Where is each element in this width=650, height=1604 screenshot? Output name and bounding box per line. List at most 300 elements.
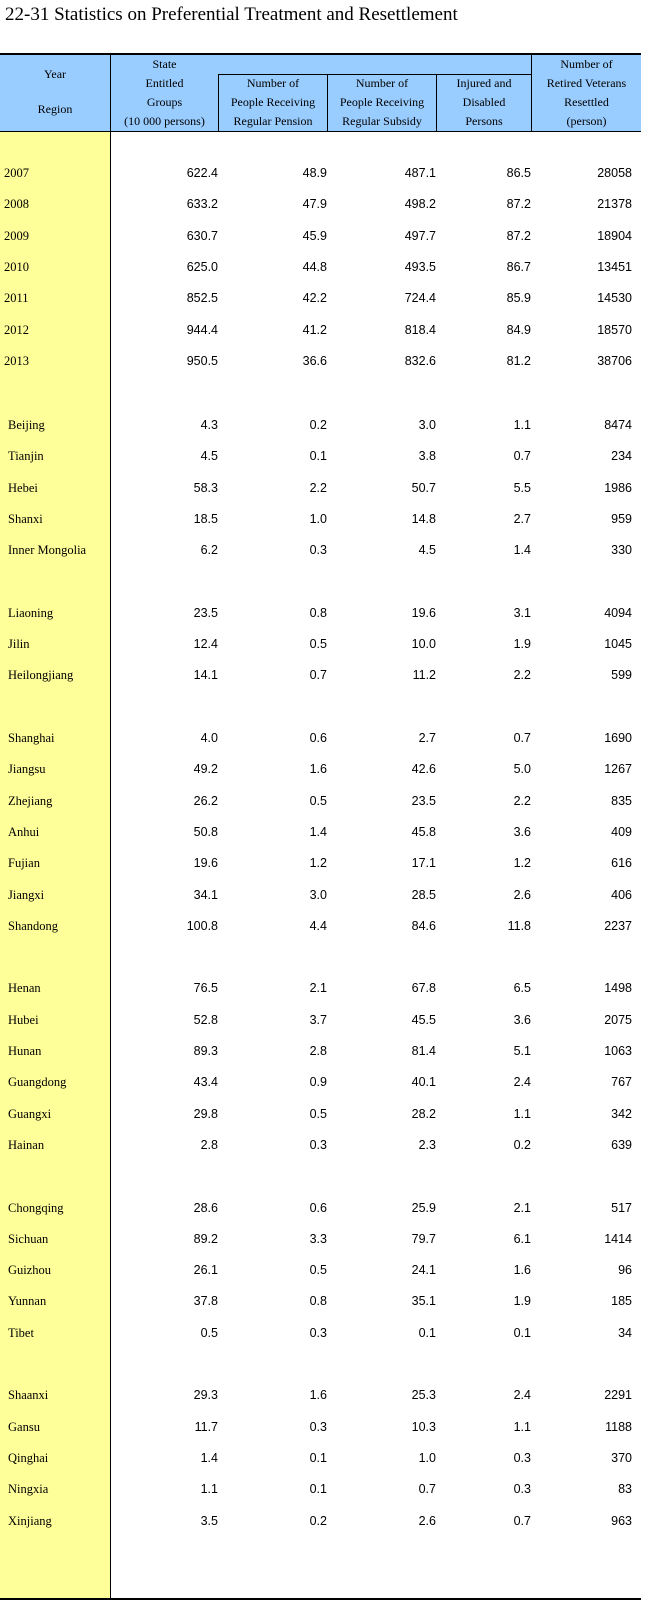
- cell-veterans: 959: [611, 511, 632, 526]
- cell-state-entitled: 11.7: [194, 1419, 218, 1434]
- cell-state-entitled: 37.8: [193, 1294, 218, 1309]
- cell-veterans: 835: [611, 793, 632, 808]
- header-subsidy-line2: People Receiving: [339, 95, 425, 109]
- cell-pension: 0.6: [309, 731, 327, 745]
- cell-veterans: 14530: [597, 291, 632, 306]
- cell-injured: 6.5: [513, 981, 531, 996]
- cell-veterans: 1690: [604, 731, 632, 745]
- cell-subsidy: 497.7: [404, 228, 436, 243]
- region-label: Zhejiang: [8, 793, 53, 808]
- region-row: [0, 981, 641, 1001]
- cell-subsidy: 84.6: [411, 918, 436, 933]
- year-label: 2010: [4, 259, 29, 274]
- cell-injured: 0.2: [513, 1137, 531, 1152]
- header-pension-line3: Regular Pension: [233, 114, 313, 128]
- region-row: [0, 794, 641, 814]
- cell-injured: 0.7: [513, 1513, 531, 1528]
- cell-pension: 47.9: [302, 197, 327, 212]
- cell-pension: 0.3: [309, 1325, 327, 1340]
- cell-injured: 6.1: [513, 1231, 531, 1246]
- cell-state-entitled: 58.3: [193, 480, 218, 495]
- cell-state-entitled: 49.2: [193, 762, 218, 777]
- region-row: [0, 731, 641, 751]
- cell-veterans: 34: [618, 1325, 632, 1340]
- cell-state-entitled: 0.5: [200, 1325, 218, 1340]
- cell-injured: 0.3: [513, 1450, 531, 1465]
- header-state-entitled: [111, 55, 218, 131]
- cell-injured: 2.2: [513, 668, 531, 683]
- cell-subsidy: 832.6: [404, 353, 436, 368]
- cell-state-entitled: 89.3: [193, 1044, 218, 1058]
- region-row: [0, 1451, 641, 1471]
- region-row: [0, 919, 641, 939]
- region-row: [0, 1013, 641, 1033]
- cell-pension: 3.0: [309, 887, 327, 902]
- cell-veterans: 1267: [604, 762, 632, 777]
- cell-pension: 3.7: [309, 1012, 327, 1027]
- year-row: [0, 260, 641, 280]
- header-divider: [531, 55, 532, 131]
- cell-subsidy: 24.1: [411, 1263, 436, 1278]
- region-label: Shaanxi: [8, 1388, 49, 1403]
- cell-pension: 0.8: [309, 605, 327, 620]
- cell-injured: 1.9: [513, 1294, 531, 1309]
- region-row: [0, 1138, 641, 1158]
- cell-state-entitled: 2.8: [200, 1137, 218, 1152]
- cell-state-entitled: 28.6: [193, 1200, 218, 1215]
- cell-subsidy: 10.3: [411, 1419, 436, 1434]
- cell-state-entitled: 3.5: [200, 1513, 218, 1528]
- region-label: Xinjiang: [8, 1513, 52, 1528]
- cell-pension: 0.3: [309, 543, 327, 558]
- region-label: Guizhou: [8, 1263, 52, 1278]
- year-label: 2007: [4, 166, 29, 180]
- region-label: Sichuan: [8, 1231, 49, 1246]
- cell-veterans: 185: [611, 1294, 632, 1309]
- cell-subsidy: 17.1: [411, 856, 436, 871]
- cell-injured: 2.7: [513, 511, 531, 526]
- cell-pension: 0.2: [309, 1513, 327, 1528]
- region-row: [0, 1044, 641, 1064]
- year-label: 2012: [4, 322, 29, 337]
- cell-subsidy: 45.5: [411, 1012, 436, 1027]
- cell-pension: 0.1: [309, 1482, 327, 1497]
- cell-state-entitled: 89.2: [193, 1231, 218, 1246]
- cell-pension: 4.4: [309, 918, 327, 933]
- cell-state-entitled: 625.0: [186, 259, 218, 274]
- region-label: Qinghai: [8, 1450, 49, 1465]
- region-row: [0, 1326, 641, 1346]
- cell-pension: 0.7: [309, 668, 327, 683]
- cell-pension: 0.1: [309, 449, 327, 464]
- cell-veterans: 8474: [604, 418, 632, 432]
- cell-subsidy: 19.6: [411, 605, 436, 620]
- year-row: [0, 197, 641, 217]
- header-injured: [437, 74, 531, 131]
- header-subsidy-line3: Regular Subsidy: [342, 114, 422, 128]
- cell-state-entitled: 630.7: [186, 228, 218, 243]
- cell-pension: 48.9: [302, 166, 327, 180]
- year-label: 2011: [4, 291, 29, 306]
- cell-injured: 86.7: [506, 259, 531, 274]
- region-row: [0, 512, 641, 532]
- cell-pension: 0.5: [309, 1263, 327, 1278]
- cell-veterans: 2237: [604, 918, 632, 933]
- cell-pension: 0.5: [309, 1106, 327, 1121]
- cell-pension: 42.2: [302, 291, 327, 306]
- cell-pension: 1.0: [309, 511, 327, 526]
- statistics-table: [0, 53, 641, 1599]
- cell-state-entitled: 4.3: [200, 418, 218, 432]
- region-label: Fujian: [8, 856, 40, 871]
- cell-veterans: 330: [611, 543, 632, 558]
- cell-subsidy: 79.7: [411, 1231, 436, 1246]
- cell-injured: 87.2: [506, 228, 531, 243]
- cell-injured: 1.4: [513, 543, 531, 558]
- cell-state-entitled: 12.4: [193, 637, 218, 652]
- cell-injured: 87.2: [506, 197, 531, 212]
- region-label: Shandong: [8, 918, 58, 933]
- region-row: [0, 1514, 641, 1534]
- cell-veterans: 370: [611, 1450, 632, 1465]
- cell-veterans: 1986: [604, 480, 632, 495]
- cell-veterans: 18904: [597, 228, 632, 243]
- cell-pension: 1.6: [309, 762, 327, 777]
- cell-pension: 0.3: [309, 1137, 327, 1152]
- region-label: Tianjin: [8, 449, 44, 464]
- cell-pension: 36.6: [302, 353, 327, 368]
- cell-subsidy: 50.7: [411, 480, 436, 495]
- cell-injured: 1.6: [513, 1263, 531, 1278]
- cell-injured: 86.5: [506, 166, 531, 180]
- cell-subsidy: 28.2: [411, 1106, 436, 1121]
- cell-injured: 1.9: [513, 637, 531, 652]
- cell-pension: 2.1: [309, 981, 327, 996]
- cell-state-entitled: 50.8: [193, 824, 218, 839]
- region-label: Guangxi: [8, 1106, 52, 1121]
- cell-state-entitled: 944.4: [186, 322, 218, 337]
- region-row: [0, 1388, 641, 1408]
- cell-veterans: 1414: [604, 1231, 632, 1246]
- cell-state-entitled: 1.1: [200, 1482, 218, 1497]
- cell-veterans: 234: [611, 449, 632, 464]
- cell-subsidy: 1.0: [418, 1450, 436, 1465]
- cell-subsidy: 724.4: [404, 291, 436, 306]
- region-row: [0, 856, 641, 876]
- header-injured-line1: Injured and: [456, 76, 512, 90]
- cell-subsidy: 3.8: [418, 449, 436, 464]
- cell-injured: 3.6: [513, 824, 531, 839]
- year-row: [0, 354, 641, 374]
- region-label: Anhui: [8, 824, 40, 839]
- region-label: Gansu: [8, 1419, 40, 1434]
- cell-state-entitled: 4.0: [200, 731, 218, 745]
- cell-state-entitled: 950.5: [186, 353, 218, 368]
- year-label: 2009: [4, 228, 29, 243]
- cell-veterans: 18570: [597, 322, 632, 337]
- header-veterans-line2: Retired Veterans: [546, 76, 627, 90]
- cell-state-entitled: 19.6: [193, 856, 218, 871]
- region-label: Yunnan: [8, 1294, 47, 1309]
- header-pension-line1: Number of: [246, 76, 300, 90]
- cell-pension: 0.6: [309, 1200, 327, 1215]
- year-row: [0, 166, 641, 186]
- cell-pension: 1.6: [309, 1388, 327, 1403]
- cell-state-entitled: 852.5: [186, 291, 218, 306]
- cell-subsidy: 25.9: [411, 1200, 436, 1215]
- cell-state-entitled: 1.4: [200, 1450, 218, 1465]
- cell-veterans: 1188: [605, 1419, 632, 1434]
- cell-state-entitled: 23.5: [193, 605, 218, 620]
- cell-subsidy: 2.7: [418, 731, 436, 745]
- header-divider: [110, 55, 111, 131]
- cell-state-entitled: 26.1: [193, 1263, 218, 1278]
- header-subsidy-line1: Number of: [355, 76, 409, 90]
- cell-veterans: 1063: [604, 1044, 632, 1058]
- cell-injured: 1.1: [513, 418, 531, 432]
- cell-veterans: 409: [611, 824, 632, 839]
- cell-subsidy: 42.6: [411, 762, 436, 777]
- region-label: Shanxi: [8, 511, 43, 526]
- cell-subsidy: 0.7: [418, 1482, 436, 1497]
- cell-subsidy: 23.5: [411, 793, 436, 808]
- cell-state-entitled: 18.5: [193, 511, 218, 526]
- region-label: Tibet: [8, 1325, 34, 1340]
- cell-state-entitled: 52.8: [193, 1012, 218, 1027]
- region-row: [0, 418, 641, 438]
- region-row: [0, 449, 641, 469]
- year-row: [0, 229, 641, 249]
- cell-injured: 5.0: [513, 762, 531, 777]
- cell-veterans: 639: [611, 1137, 632, 1152]
- cell-subsidy: 493.5: [404, 259, 436, 274]
- header-veterans: [532, 55, 641, 131]
- header-state-entitled-line4: (10 000 persons): [124, 114, 205, 128]
- region-label: Henan: [8, 981, 41, 996]
- region-row: [0, 1075, 641, 1095]
- region-row: [0, 825, 641, 845]
- region-row: [0, 481, 641, 501]
- year-label: 2013: [4, 353, 29, 368]
- cell-subsidy: 498.2: [404, 197, 436, 212]
- header-divider: [327, 74, 328, 131]
- header-subsidy: [328, 74, 436, 131]
- cell-subsidy: 818.4: [404, 322, 436, 337]
- region-label: Jiangsu: [8, 762, 46, 777]
- cell-injured: 0.7: [513, 449, 531, 464]
- header-pension: [219, 74, 327, 131]
- cell-pension: 0.1: [309, 1450, 327, 1465]
- cell-injured: 2.6: [513, 887, 531, 902]
- cell-injured: 0.7: [513, 731, 531, 745]
- year-row: [0, 323, 641, 343]
- cell-veterans: 599: [611, 668, 632, 683]
- cell-veterans: 767: [611, 1075, 632, 1090]
- region-row: [0, 543, 641, 563]
- region-label: Liaoning: [8, 605, 54, 620]
- cell-state-entitled: 14.1: [193, 668, 218, 683]
- cell-veterans: 13451: [597, 259, 632, 274]
- cell-injured: 11.8: [507, 918, 531, 933]
- cell-injured: 5.1: [513, 1044, 531, 1058]
- cell-subsidy: 2.3: [418, 1137, 436, 1152]
- cell-veterans: 517: [611, 1200, 632, 1215]
- cell-veterans: 4094: [604, 605, 632, 620]
- region-label: Guangdong: [8, 1075, 67, 1090]
- cell-injured: 5.5: [513, 480, 531, 495]
- header-veterans-line1: Number of: [560, 57, 613, 71]
- cell-pension: 44.8: [302, 259, 327, 274]
- cell-injured: 1.1: [513, 1106, 531, 1121]
- cell-state-entitled: 43.4: [193, 1075, 218, 1090]
- cell-pension: 0.9: [309, 1075, 327, 1090]
- cell-subsidy: 11.2: [412, 668, 436, 683]
- cell-subsidy: 35.1: [411, 1294, 436, 1309]
- region-row: [0, 762, 641, 782]
- region-row: [0, 1263, 641, 1283]
- cell-pension: 0.2: [309, 418, 327, 432]
- header-divider: [218, 74, 219, 131]
- header-state-entitled-line2: Entitled: [145, 76, 184, 90]
- cell-state-entitled: 4.5: [200, 449, 218, 464]
- cell-subsidy: 81.4: [411, 1044, 436, 1058]
- cell-injured: 0.1: [513, 1325, 531, 1340]
- cell-subsidy: 2.6: [418, 1513, 436, 1528]
- cell-injured: 3.6: [513, 1012, 531, 1027]
- cell-injured: 2.4: [513, 1075, 531, 1090]
- region-row: [0, 637, 641, 657]
- region-row: [0, 1420, 641, 1440]
- cell-veterans: 2075: [604, 1012, 632, 1027]
- cell-injured: 85.9: [506, 291, 531, 306]
- cell-subsidy: 487.1: [404, 166, 436, 180]
- cell-subsidy: 10.0: [411, 637, 436, 652]
- cell-state-entitled: 622.4: [186, 166, 218, 180]
- cell-injured: 84.9: [506, 322, 531, 337]
- region-label: Jiangxi: [8, 887, 45, 902]
- cell-injured: 81.2: [506, 353, 531, 368]
- cell-pension: 45.9: [302, 228, 327, 243]
- region-label: Chongqing: [8, 1200, 64, 1215]
- cell-subsidy: 25.3: [411, 1388, 436, 1403]
- cell-subsidy: 28.5: [411, 887, 436, 902]
- year-row: [0, 291, 641, 311]
- cell-veterans: 616: [611, 856, 632, 871]
- cell-pension: 3.3: [309, 1231, 327, 1246]
- cell-pension: 0.8: [309, 1294, 327, 1309]
- cell-state-entitled: 29.8: [193, 1106, 218, 1121]
- cell-veterans: 406: [611, 887, 632, 902]
- header-subgroup-line: [218, 74, 531, 75]
- region-label: Heilongjiang: [8, 668, 74, 683]
- cell-veterans: 28058: [597, 166, 632, 180]
- cell-injured: 3.1: [513, 605, 531, 620]
- region-row: [0, 1201, 641, 1221]
- cell-veterans: 96: [618, 1263, 632, 1278]
- cell-veterans: 963: [611, 1513, 632, 1528]
- header-veterans-line3: Resettled: [564, 95, 609, 109]
- year-label: 2008: [4, 197, 29, 212]
- cell-injured: 0.3: [513, 1482, 531, 1497]
- region-row: [0, 1107, 641, 1127]
- region-label: Hubei: [8, 1012, 39, 1027]
- table-header: [0, 53, 641, 132]
- cell-injured: 1.1: [513, 1419, 531, 1434]
- cell-state-entitled: 100.8: [186, 918, 218, 933]
- table-title: 22-31 Statistics on Preferential Treatment and Resettlement: [5, 4, 458, 25]
- cell-injured: 2.2: [513, 793, 531, 808]
- cell-state-entitled: 29.3: [193, 1388, 218, 1403]
- cell-veterans: 21378: [597, 197, 632, 212]
- cell-pension: 2.2: [309, 480, 327, 495]
- cell-subsidy: 4.5: [418, 543, 436, 558]
- header-pension-line2: People Receiving: [230, 95, 316, 109]
- region-label: Inner Mongolia: [8, 543, 87, 558]
- cell-veterans: 2291: [604, 1388, 632, 1403]
- table-bottom-rule: [0, 1598, 641, 1600]
- cell-pension: 1.4: [309, 824, 327, 839]
- region-label: Hebei: [8, 480, 38, 495]
- cell-veterans: 38706: [597, 353, 632, 368]
- header-divider: [436, 74, 437, 131]
- region-label: Jilin: [8, 637, 30, 652]
- region-label: Hunan: [8, 1044, 42, 1058]
- header-region: Region: [37, 102, 73, 116]
- cell-pension: 1.2: [309, 856, 327, 871]
- cell-pension: 0.3: [309, 1419, 327, 1434]
- cell-state-entitled: 6.2: [200, 543, 218, 558]
- region-label: Hainan: [8, 1137, 45, 1152]
- cell-subsidy: 40.1: [411, 1075, 436, 1090]
- cell-subsidy: 14.8: [411, 511, 436, 526]
- cell-pension: 0.5: [309, 637, 327, 652]
- header-veterans-line4: (person): [566, 114, 607, 128]
- header-year: Year: [43, 67, 67, 81]
- cell-state-entitled: 76.5: [193, 981, 218, 996]
- region-row: [0, 1232, 641, 1252]
- cell-subsidy: 45.8: [411, 824, 436, 839]
- cell-subsidy: 67.8: [411, 981, 436, 996]
- cell-veterans: 342: [611, 1106, 632, 1121]
- region-row: [0, 606, 641, 626]
- region-row: [0, 888, 641, 908]
- region-row: [0, 1482, 641, 1502]
- cell-injured: 2.4: [513, 1388, 531, 1403]
- cell-veterans: 83: [618, 1482, 632, 1497]
- cell-veterans: 1045: [604, 637, 632, 652]
- region-label: Beijing: [8, 418, 45, 432]
- region-label: Ningxia: [8, 1482, 49, 1497]
- cell-veterans: 1498: [604, 981, 632, 996]
- cell-subsidy: 3.0: [418, 418, 436, 432]
- cell-state-entitled: 26.2: [193, 793, 218, 808]
- cell-pension: 41.2: [302, 322, 327, 337]
- header-state-entitled-line3: Groups: [146, 95, 183, 109]
- region-label: Shanghai: [8, 731, 55, 745]
- header-injured-line3: Persons: [465, 114, 503, 128]
- cell-pension: 0.5: [309, 793, 327, 808]
- region-row: [0, 1294, 641, 1314]
- cell-subsidy: 0.1: [418, 1325, 436, 1340]
- cell-state-entitled: 633.2: [186, 197, 218, 212]
- cell-injured: 1.2: [513, 856, 531, 871]
- region-row: [0, 668, 641, 688]
- header-injured-line2: Disabled: [462, 95, 506, 109]
- cell-injured: 2.1: [513, 1200, 531, 1215]
- cell-pension: 2.8: [309, 1044, 327, 1058]
- header-state-entitled-line1: State: [152, 57, 177, 71]
- cell-state-entitled: 34.1: [193, 887, 218, 902]
